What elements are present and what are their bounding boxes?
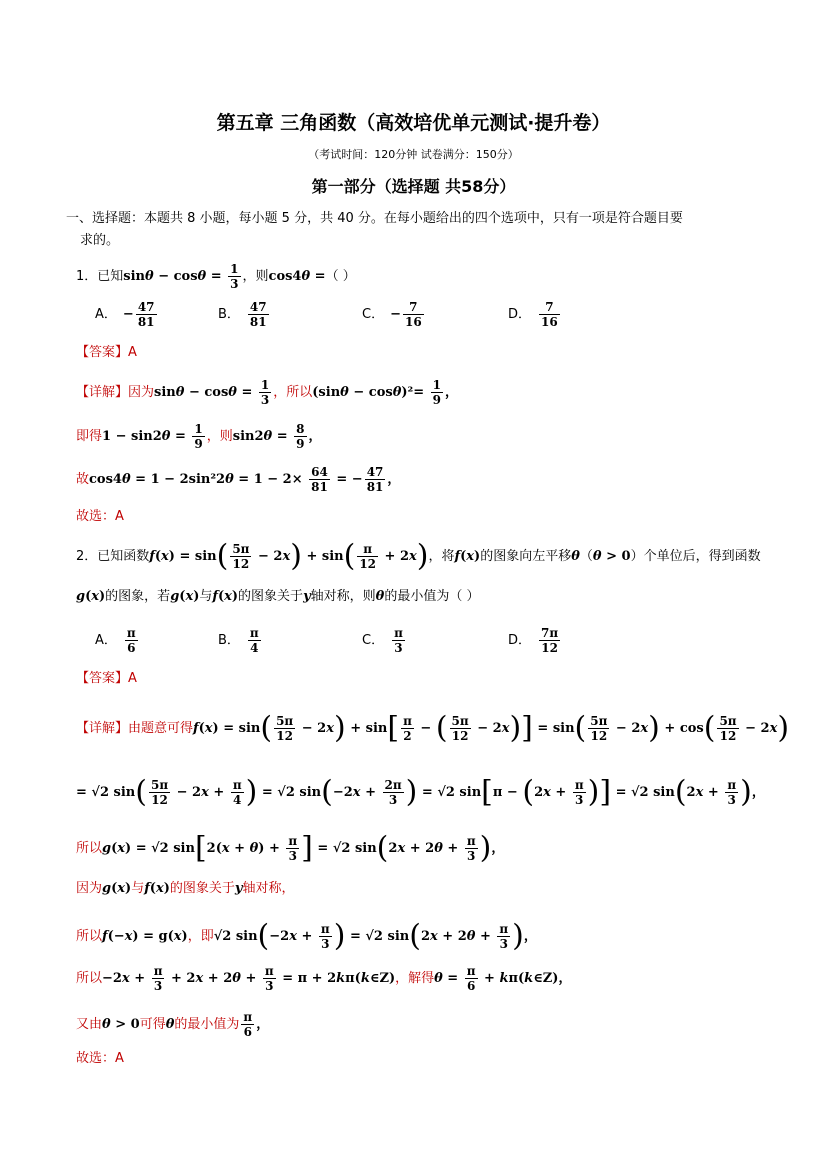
q1-conclusion: 故选：A: [76, 509, 124, 524]
q2-option-d[interactable]: D． $\frac{7\pi}{12}$: [508, 626, 559, 655]
section-heading: 第一部分（选择题 共58分）: [311, 177, 516, 196]
q2-detail-line-1: 【详解】由题意可得f(x) = sin( $\frac{5\pi}{12}$ − 2x) + sin[ $\frac{\pi}{2}$ − ( $\frac{5\pi}{12}$ − 2x)] = sin( $\frac{5\pi}{12}$ − 2x) + cos( $\frac{5\pi}{12}$ − 2x): [76, 710, 790, 746]
q1-stem: 1．已知sinθ − cosθ = $\frac{1}{3}$ ，则cos4θ =（ ）: [76, 262, 356, 291]
q1-answer: 【答案】A: [76, 345, 137, 360]
q2-detail-line-3: 所以g(x) = √2 sin[2(x + θ) + $\frac{\pi}{3}$ ] = √2 sin(2x + 2θ + $\frac{\pi}{3}$ )，: [76, 830, 505, 866]
q2-detail-line-7: 又由θ > 0可得θ的最小值为 $\frac{\pi}{6}$ ，: [76, 1010, 270, 1039]
q2-detail-line-6: 所以−2x + $\frac{\pi}{3}$ + 2x + 2θ + $\frac{\pi}{3}$ = π + 2kπ(k∈Z)，解得θ = $\frac{\pi}{6}$ + kπ(k∈Z)，: [76, 964, 572, 993]
q2-detail-line-5: 所以f(−x) = g(x)，即√2 sin(−2x + $\frac{\pi}{3}$ ) = √2 sin(2x + 2θ + $\frac{\pi}{3}$ )，: [76, 918, 537, 954]
instructions-line-1: 一、选择题：本题共 8 小题，每小题 5 分，共 40 分。在每小题给出的四个选项中，只有一项是符合题目要: [66, 211, 683, 226]
q2-conclusion: 故选：A: [76, 1051, 124, 1066]
q2-option-b[interactable]: B． $\frac{\pi}{4}$: [218, 626, 259, 655]
q1-detail-line-3: 故cos4θ = 1 − 2sin²2θ = 1 − 2× $\frac{64}{81}$ = − $\frac{47}{81}$ ，: [76, 465, 401, 494]
q1-option-a[interactable]: A． − $\frac{47}{81}$: [95, 300, 155, 329]
exam-info: （考试时间：120分钟 试卷满分：150分）: [308, 148, 519, 161]
q2-answer: 【答案】A: [76, 671, 137, 686]
q2-option-a[interactable]: A． $\frac{\pi}{6}$: [95, 626, 136, 655]
q1-option-c[interactable]: C． − $\frac{7}{16}$: [362, 300, 422, 329]
q1-detail-line-2: 即得1 − sin2θ = $\frac{1}{9}$ ，则sin2θ = $\frac{8}{9}$ ，: [76, 422, 322, 451]
q2-stem-line-2: g(x)的图象，若g(x)与f(x)的图象关于y轴对称，则θ的最小值为（ ）: [76, 589, 480, 604]
q1-option-d[interactable]: D． $\frac{7}{16}$: [508, 300, 558, 329]
q2-detail-line-2: = √2 sin( $\frac{5\pi}{12}$ − 2x + $\frac{\pi}{4}$ ) = √2 sin(−2x + $\frac{2\pi}{3}$ ) = √2 sin[π − (2x + $\frac{\pi}{3}$ )] = √2 sin(2x + $\frac{\pi}{3}$ )，: [76, 774, 765, 810]
instructions-line-2: 求的。: [80, 233, 120, 248]
page-title: 第五章 三角函数（高效培优单元测试·提升卷）: [216, 112, 611, 134]
q2-option-c[interactable]: C． $\frac{\pi}{3}$: [362, 626, 403, 655]
q2-detail-line-4: 因为g(x)与f(x)的图象关于y轴对称，: [76, 881, 295, 896]
q2-stem-line-1: 2．已知函数f(x) = sin( $\frac{5\pi}{12}$ − 2x) + sin( $\frac{\pi}{12}$ + 2x)，将f(x)的图象向左平移θ（θ > 0）个单位后，得到函数: [76, 538, 761, 574]
q1-detail-line-1: 【详解】因为sinθ − cosθ = $\frac{1}{3}$ ，所以(sinθ − cosθ)²= $\frac{1}{9}$ ，: [76, 378, 458, 407]
q1-option-b[interactable]: B． $\frac{47}{81}$: [218, 300, 267, 329]
